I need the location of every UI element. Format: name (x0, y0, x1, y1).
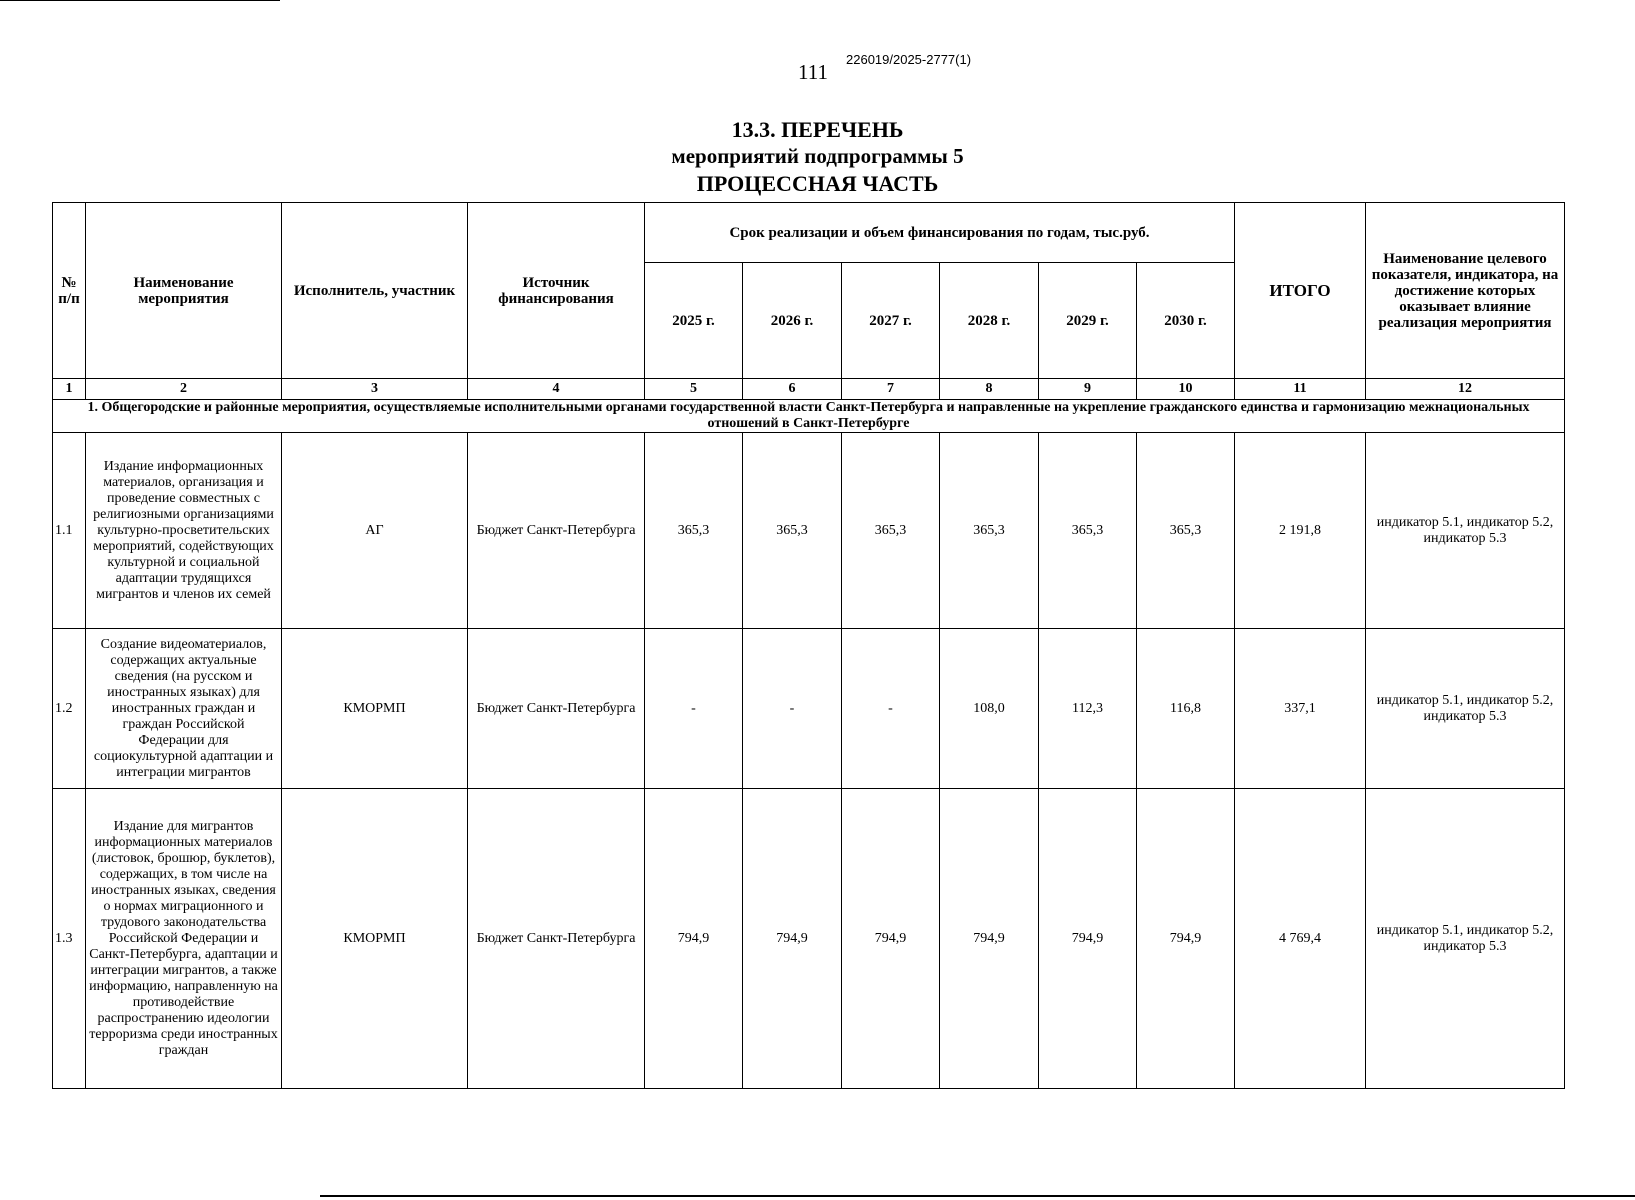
row-num: 1.2 (53, 629, 86, 789)
row-executor: КМОРМП (282, 789, 468, 1089)
row-value-2028: 108,0 (940, 629, 1039, 789)
table-row (53, 789, 1565, 1089)
row-total: 337,1 (1235, 629, 1366, 789)
measures-table (52, 202, 1565, 1089)
header-name: Наименование мероприятия (86, 203, 282, 379)
header-year-2028: 2028 г. (940, 263, 1039, 379)
row-executor: КМОРМП (282, 629, 468, 789)
page-number: 111 (798, 60, 828, 84)
row-source: Бюджет Санкт-Петербурга (468, 629, 645, 789)
colnum-2: 2 (86, 379, 282, 400)
row-value-2027: 365,3 (842, 433, 940, 629)
row-executor: АГ (282, 433, 468, 629)
row-value-2026: 365,3 (743, 433, 842, 629)
header-num: № п/п (53, 203, 86, 379)
row-value-2025: 365,3 (645, 433, 743, 629)
row-value-2027: 794,9 (842, 789, 940, 1089)
header-period: Срок реализации и объем финансирования по годам, тыс.руб. (645, 203, 1235, 263)
row-total: 2 191,8 (1235, 433, 1366, 629)
header-row-1 (53, 203, 1565, 263)
title-line-3: ПРОЦЕССНАЯ ЧАСТЬ (696, 171, 939, 196)
row-value-2025: - (645, 629, 743, 789)
header-source: Источник финансирования (468, 203, 645, 379)
row-total: 4 769,4 (1235, 789, 1366, 1089)
table-row (53, 629, 1565, 789)
colnum-8: 8 (940, 379, 1039, 400)
row-value-2029: 365,3 (1039, 433, 1137, 629)
column-number-row (53, 379, 1565, 400)
title-line-2: мероприятий подпрограммы 5 (671, 144, 964, 168)
header-indicator: Наименование целевого показателя, индикатора, на достижение которых оказывает влияние реализация мероприятия (1366, 203, 1565, 379)
colnum-5: 5 (645, 379, 743, 400)
row-indicator: индикатор 5.1, индикатор 5.2, индикатор 5.3 (1366, 433, 1565, 629)
row-name: Издание для мигрантов информационных материалов (листовок, брошюр, буклетов), содержащих, в том числе на иностранных языках, сведения о нормах миграционного и трудового законодательства Российской Федерации и Санкт-Петербурга, адаптации и интеграции мигрантов, а также информацию, направленную на противодействие распространению идеологии терроризма среди иностранных граждан (86, 789, 282, 1089)
title-line-1: 13.3. ПЕРЕЧЕНЬ (731, 117, 904, 142)
row-value-2030: 794,9 (1137, 789, 1235, 1089)
header-year-2026: 2026 г. (743, 263, 842, 379)
row-value-2027: - (842, 629, 940, 789)
row-value-2028: 365,3 (940, 433, 1039, 629)
row-value-2029: 794,9 (1039, 789, 1137, 1089)
row-value-2030: 116,8 (1137, 629, 1235, 789)
header-year-2030: 2030 г. (1137, 263, 1235, 379)
colnum-1: 1 (53, 379, 86, 400)
colnum-6: 6 (743, 379, 842, 400)
row-value-2029: 112,3 (1039, 629, 1137, 789)
row-num: 1.3 (53, 789, 86, 1089)
colnum-4: 4 (468, 379, 645, 400)
colnum-11: 11 (1235, 379, 1366, 400)
row-name: Создание видеоматериалов, содержащих актуальные сведения (на русском и иностранных языках) для иностранных граждан и граждан Российской Федерации для социокультурной адаптации и интеграции мигрантов (86, 629, 282, 789)
row-value-2030: 365,3 (1137, 433, 1235, 629)
section-row (53, 400, 1565, 433)
row-value-2028: 794,9 (940, 789, 1039, 1089)
header-year-2027: 2027 г. (842, 263, 940, 379)
row-indicator: индикатор 5.1, индикатор 5.2, индикатор 5.3 (1366, 629, 1565, 789)
bottom-scan-line (320, 1195, 1635, 1197)
header-year-2029: 2029 г. (1039, 263, 1137, 379)
row-value-2026: 794,9 (743, 789, 842, 1089)
row-indicator: индикатор 5.1, индикатор 5.2, индикатор 5.3 (1366, 789, 1565, 1089)
colnum-3: 3 (282, 379, 468, 400)
colnum-9: 9 (1039, 379, 1137, 400)
header-year-2025: 2025 г. (645, 263, 743, 379)
row-source: Бюджет Санкт-Петербурга (468, 789, 645, 1089)
colnum-12: 12 (1366, 379, 1565, 400)
document-id: 226019/2025-2777(1) (846, 52, 972, 67)
colnum-10: 10 (1137, 379, 1235, 400)
header-executor: Исполнитель, участник (282, 203, 468, 379)
colnum-7: 7 (842, 379, 940, 400)
section-title: 1. Общегородские и районные мероприятия, осуществляемые исполнительными органами государственной власти Санкт-Петербурга и направленные на укрепление гражданского единства и гармонизацию межнациональных отношений в Санкт-Петербурге (53, 400, 1565, 433)
row-name: Издание информационных материалов, организация и проведение совместных с религиозными организациями культурно-просветительских мероприятий, содействующих культурной и социальной адаптации трудящихся мигрантов и членов их семей (86, 433, 282, 629)
row-value-2026: - (743, 629, 842, 789)
row-value-2025: 794,9 (645, 789, 743, 1089)
row-num: 1.1 (53, 433, 86, 629)
title-block (0, 116, 1635, 197)
table-row (53, 433, 1565, 629)
row-source: Бюджет Санкт-Петербурга (468, 433, 645, 629)
top-scan-line (0, 0, 280, 1)
header-total: ИТОГО (1235, 203, 1366, 379)
